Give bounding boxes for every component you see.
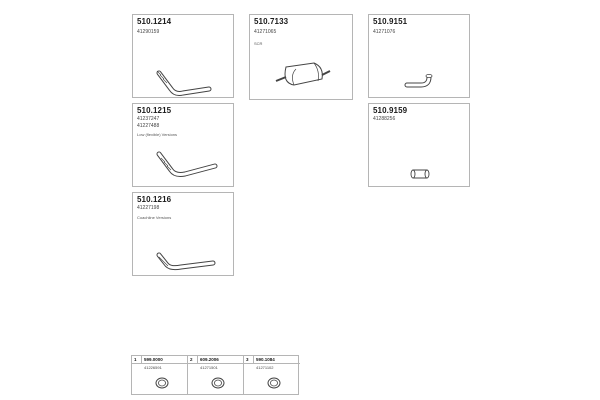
clamp-icon [266, 376, 282, 390]
part-card-510-1216[interactable] [132, 192, 234, 276]
accessory-strip [131, 355, 299, 395]
exhaust-pipe-drawing [153, 249, 223, 273]
variant-note: Low (flexible) Versions [137, 132, 178, 137]
reference-number: 41271076 [373, 29, 396, 35]
clamp-icon [210, 376, 226, 390]
part-number: 510.9159 [373, 106, 408, 115]
catalytic-converter-drawing [272, 57, 332, 93]
reference-number: 41271065 [254, 29, 277, 35]
reference-number: 41271501 [200, 365, 218, 370]
reference-number: 41271102 [256, 365, 274, 370]
reference-number: 41290159 [137, 29, 160, 35]
exhaust-pipe-drawing [153, 146, 225, 182]
reference-number: 41227198 [137, 205, 160, 211]
part-card-510-9151[interactable] [368, 14, 470, 98]
reference-number: 41288256 [373, 116, 396, 122]
reference-number: 41237247 [137, 116, 160, 122]
item-number: 1 [134, 357, 137, 362]
part-number: 599.0000 [144, 357, 163, 362]
accessory-item[interactable] [132, 356, 188, 394]
part-number: 510.1214 [137, 17, 172, 26]
item-number: 3 [246, 357, 249, 362]
variant-note: Coachline Versions [137, 215, 172, 220]
accessory-item[interactable] [244, 356, 300, 394]
pipe-connector-drawing [401, 69, 441, 93]
pipe-sleeve-drawing [409, 166, 433, 182]
part-number: 510.1216 [137, 195, 172, 204]
part-number: 510.1215 [137, 106, 172, 115]
part-number: 609.2006 [200, 357, 219, 362]
variant-note: SCR [254, 41, 263, 46]
item-number: 2 [190, 357, 193, 362]
part-card-510-7133[interactable] [249, 14, 353, 100]
part-number: 590.1084 [256, 357, 275, 362]
reference-number: 41226591 [144, 365, 162, 370]
part-number: 510.9151 [373, 17, 408, 26]
part-card-510-9159[interactable] [368, 103, 470, 187]
accessory-item[interactable] [188, 356, 244, 394]
part-card-510-1214[interactable] [132, 14, 234, 98]
reference-number: 41227488 [137, 123, 160, 129]
clamp-icon [154, 376, 170, 390]
part-card-510-1215[interactable] [132, 103, 234, 187]
exhaust-pipe-drawing [151, 67, 221, 101]
part-number: 510.7133 [254, 17, 289, 26]
